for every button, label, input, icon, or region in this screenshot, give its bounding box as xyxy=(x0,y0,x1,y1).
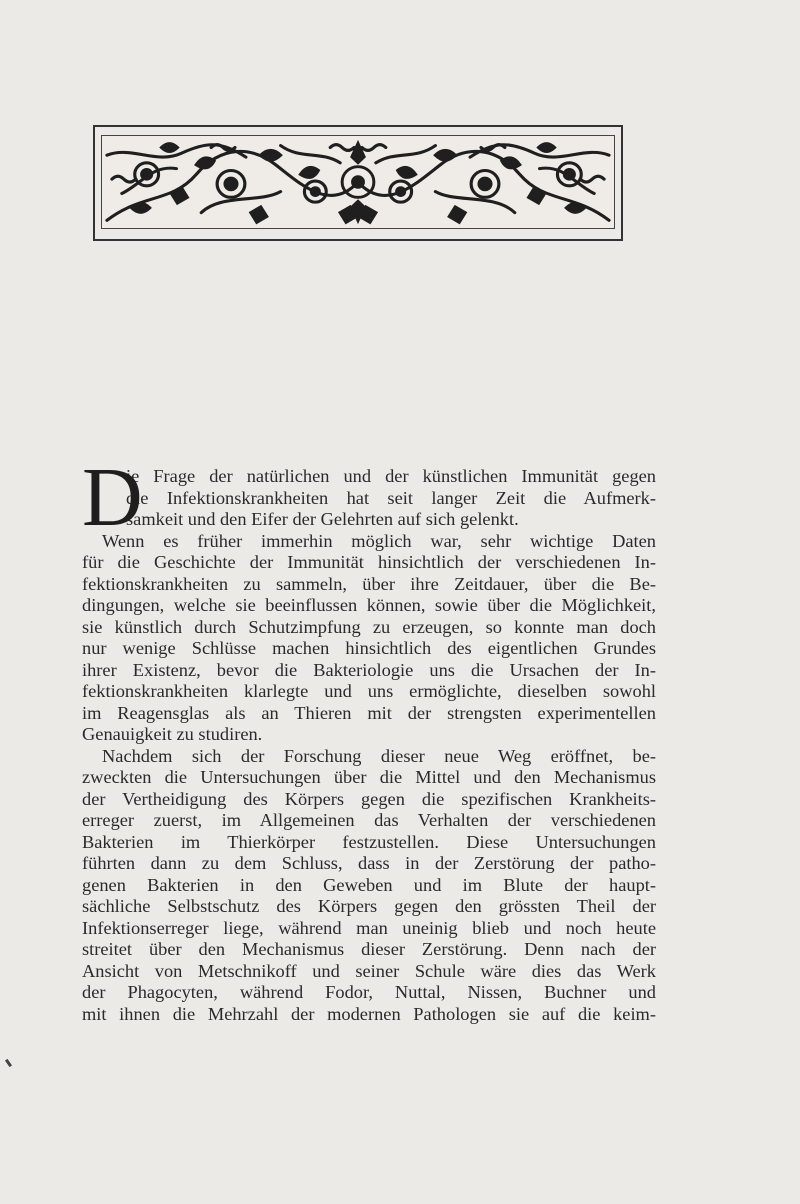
text-line: fektionskrankheiten klarlegte und uns ermöglichte, dieselben sowohl xyxy=(82,681,656,701)
text-line: Nachdem sich der Forschung dieser neue Weg eröffnet, be- xyxy=(102,745,656,766)
text-line: mit ihnen die Mehrzahl der modernen Pathologen sie auf die keim- xyxy=(82,1003,656,1024)
text-line: streitet über den Mechanismus dieser Zerstörung. Denn nach der xyxy=(82,939,656,959)
text-line: ie Frage der natürlichen und der künstlichen Immunität gegen xyxy=(126,466,656,486)
text-line: nur wenige Schlüsse machen hinsichtlich des eigentlichen Grundes xyxy=(82,638,656,658)
body-text xyxy=(82,451,656,1025)
paragraph-3 xyxy=(82,746,656,1026)
text-line: sächliche Selbstschutz des Körpers gegen den grössten Theil der xyxy=(82,896,656,916)
text-line: der Vertheidigung des Körpers gegen die spezifischen Krankheits- xyxy=(82,788,656,809)
text-line: dingungen, welche sie beeinflussen können, sowie über die Möglichkeit, xyxy=(82,595,656,615)
floral-ornament-icon xyxy=(102,136,614,228)
header-ornament xyxy=(101,135,615,229)
text-line: fektionskrankheiten zu sammeln, über ihre Zeitdauer, über die Be- xyxy=(82,573,656,594)
text-line: die Infektionskrankheiten hat seit langer Zeit die Aufmerk- xyxy=(126,487,656,508)
drop-cap xyxy=(82,451,141,544)
text-line: sie künstlich durch Schutzimpfung zu erzeugen, so konnte man doch xyxy=(82,616,656,637)
text-line: erreger zuerst, im Allgemeinen das Verhalten der verschiedenen xyxy=(82,810,656,830)
text-line: Wenn es früher immerhin möglich war, sehr wichtige Daten xyxy=(102,530,656,551)
text-line: Ansicht von Metschnikoff und seiner Schule wäre dies das Werk xyxy=(82,960,656,981)
text-line: Infektionserreger liege, während man uneinig blieb und noch heute xyxy=(82,917,656,938)
text-line: Bakterien im Thierkörper festzustellen. Diese Untersuchungen xyxy=(82,831,656,852)
text-line: der Phagocyten, während Fodor, Nuttal, Nissen, Buchner und xyxy=(82,982,656,1002)
text-line: für die Geschichte der Immunität hinsichtlich der verschiedenen In- xyxy=(82,552,656,572)
text-line: im Reagensglas als an Thieren mit der strengsten experimentellen xyxy=(82,702,656,723)
text-line: ihrer Existenz, bevor die Bakteriologie uns die Ursachen der In- xyxy=(82,659,656,680)
margin-mark xyxy=(5,1059,12,1067)
text-line: samkeit und den Eifer der Gelehrten auf sich gelenkt. xyxy=(126,509,519,529)
text-line: genen Bakterien in den Geweben und im Blute der haupt- xyxy=(82,874,656,895)
header-ornament-frame xyxy=(93,125,623,241)
paragraph-2 xyxy=(82,531,656,746)
text-line: führten dann zu dem Schluss, dass in der Zerstörung der patho- xyxy=(82,853,656,873)
drop-cap-letter: D xyxy=(82,451,141,544)
text-line: zweckten die Untersuchungen über die Mittel und den Mechanismus xyxy=(82,767,656,787)
text-line: Genauigkeit zu studiren. xyxy=(82,724,263,744)
